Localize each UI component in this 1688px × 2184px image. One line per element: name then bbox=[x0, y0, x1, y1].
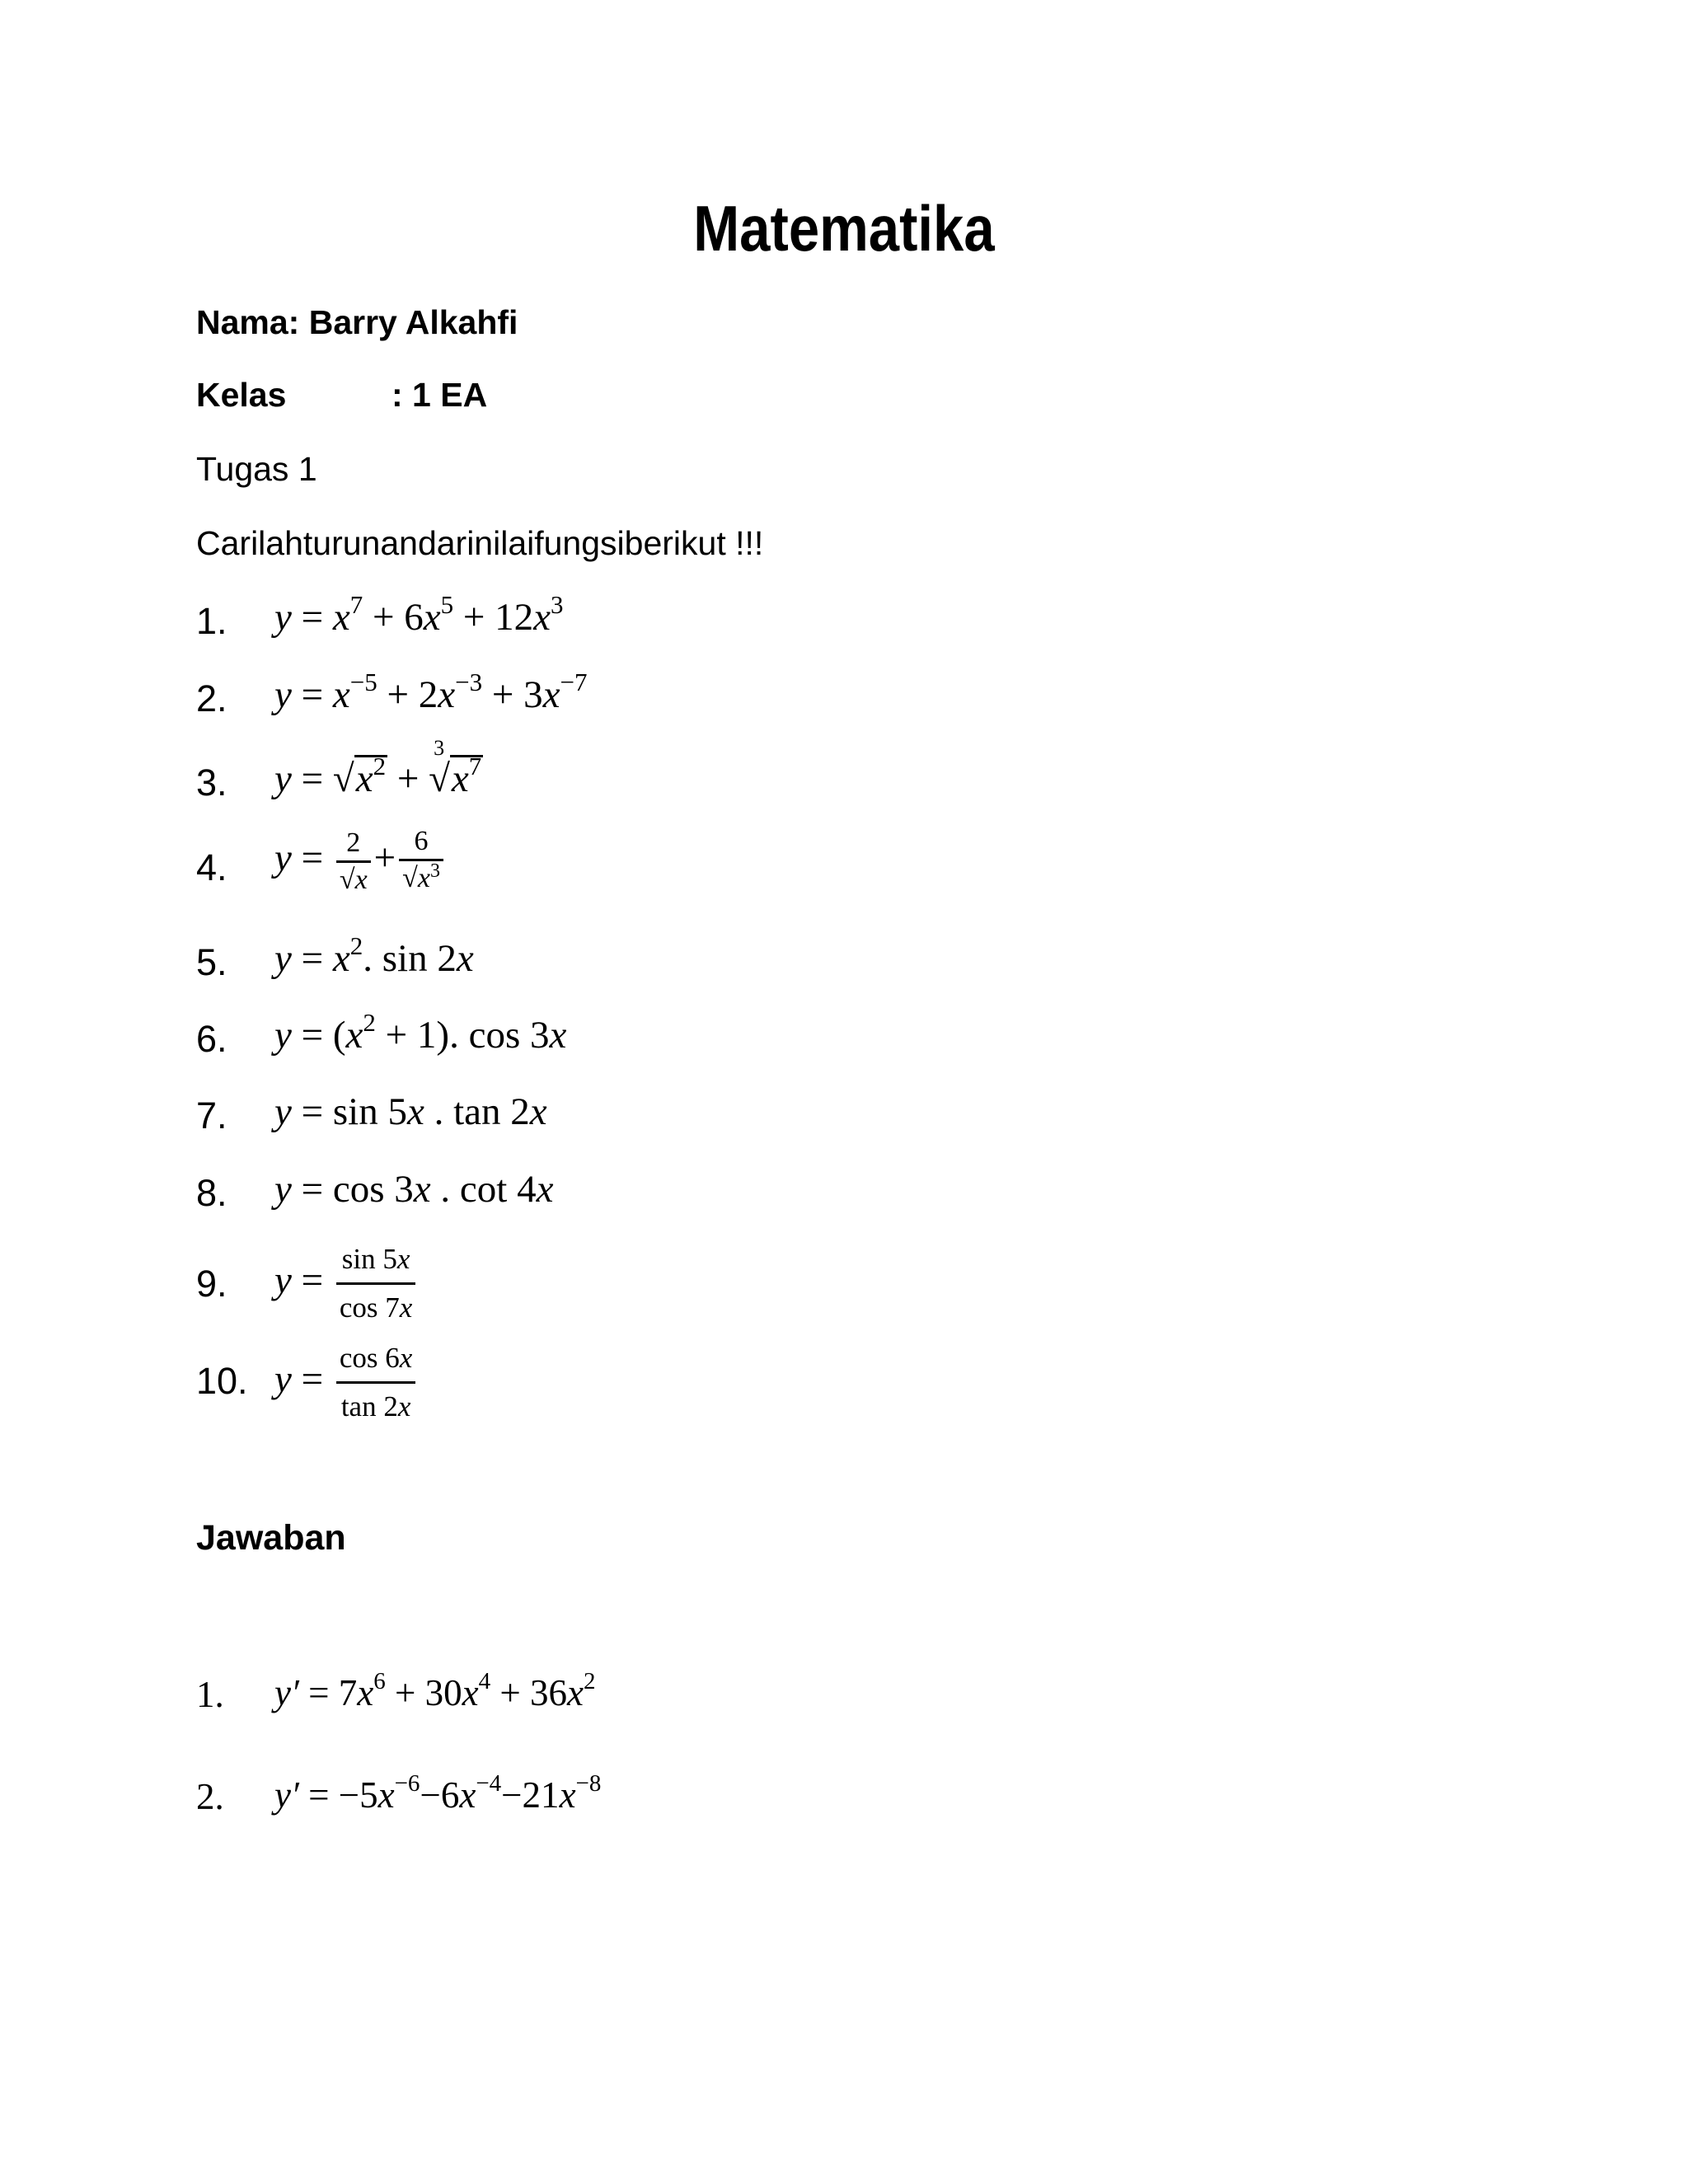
tugas-label: Tugas 1 bbox=[196, 450, 317, 488]
answer-number: 2. bbox=[196, 1776, 224, 1817]
answer-equation: $y' = -5x^{-6}-6x^{-4}-21x^{-8}$ bbox=[274, 1770, 602, 1816]
question-equation: y = sin 5x . tan 2x bbox=[274, 1090, 547, 1133]
kelas-label: Kelas bbox=[196, 376, 287, 414]
question-number: 2. bbox=[196, 677, 227, 719]
kelas-line bbox=[196, 376, 856, 415]
kelas-value: : 1 EA bbox=[392, 376, 488, 414]
question-equation: y = $\frac{2}{√x}$ + $\frac{6}{√x^3}$ bbox=[274, 824, 447, 898]
page-title: Matematika bbox=[693, 192, 995, 265]
question-number: 1. bbox=[196, 600, 227, 642]
question-equation: y = $\frac{\cos 6x}{\tan 2x}$ bbox=[274, 1335, 419, 1430]
question-equation: $y = (x^2 + 1)$. cos 3x bbox=[274, 1008, 567, 1057]
question-number: 7. bbox=[196, 1094, 227, 1137]
nama-label: Nama bbox=[196, 303, 288, 341]
nama-line bbox=[196, 303, 518, 342]
question-number: 6. bbox=[196, 1018, 227, 1060]
question-number: 8. bbox=[196, 1172, 227, 1214]
answer-number: 1. bbox=[196, 1674, 224, 1715]
question-number: 10. bbox=[196, 1360, 248, 1402]
nama-value: : Barry Alkahfi bbox=[288, 303, 518, 341]
instruction-text: Carilahturunandarinilaifungsiberikut !!! bbox=[196, 524, 764, 562]
answer-equation: $y' = 7x^6 + 30x^4 + 36x^2$ bbox=[274, 1668, 596, 1713]
question-number: 9. bbox=[196, 1263, 227, 1305]
question-equation: y = cos 3x . cot 4x bbox=[274, 1168, 554, 1211]
question-equation: $y = x^7 + 6x^5 + 12x^3$ bbox=[274, 590, 564, 639]
question-equation: y = $\frac{\sin 5x}{\cos 7x}$ bbox=[274, 1236, 419, 1331]
jawaban-heading: Jawaban bbox=[196, 1518, 346, 1558]
question-number: 4. bbox=[196, 846, 227, 888]
question-number: 5. bbox=[196, 941, 227, 983]
question-equation: $y = √x^2$ + 3 $√x^7$ bbox=[274, 736, 482, 800]
question-equation: $y = x^2$. sin 2x bbox=[274, 931, 474, 980]
question-number: 3. bbox=[196, 762, 227, 804]
question-equation: $y = x^{-5} + 2x^{-3} + 3x^{-7}$ bbox=[274, 668, 588, 716]
